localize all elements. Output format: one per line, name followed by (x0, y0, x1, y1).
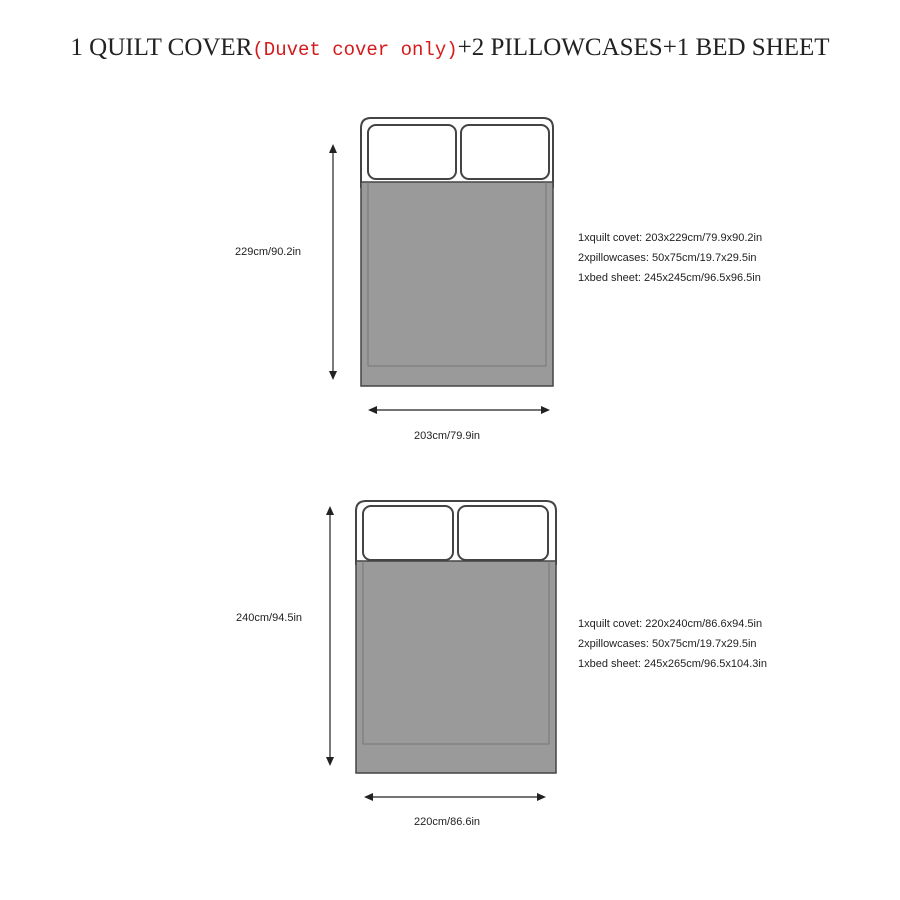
height-arrow-1 (326, 144, 340, 380)
title-rest: +2 PILLOWCASES+1 BED SHEET (457, 34, 830, 61)
spec-pillowcases-2: 2xpillowcases: 50x75cm/19.7x29.5in (578, 638, 757, 650)
pillow-right-1 (461, 125, 549, 179)
quilt-2 (356, 561, 556, 773)
height-label-2: 240cm/94.5in (236, 612, 303, 624)
bed-illustration-2 (355, 499, 557, 775)
height-arrow-2 (323, 506, 337, 766)
specs-1 (578, 228, 762, 288)
spec-bedsheet-2: 1xbed sheet: 245x265cm/96.5x104.3in (578, 658, 767, 670)
page-title (0, 34, 900, 62)
width-label-1: 203cm/79.9in (414, 430, 481, 442)
width-arrow-1 (368, 403, 550, 417)
pillow-left-1 (368, 125, 456, 179)
spec-pillowcases-1: 2xpillowcases: 50x75cm/19.7x29.5in (578, 252, 757, 264)
height-label-1: 229cm/90.2in (235, 246, 302, 258)
title-highlight: (Duvet cover only) (252, 39, 458, 61)
spec-quilt-1: 1xquilt covet: 203x229cm/79.9x90.2in (578, 232, 763, 244)
pillow-left-2 (363, 506, 453, 560)
title-main: 1 QUILT COVER (70, 34, 253, 61)
pillow-right-2 (458, 506, 548, 560)
bed-illustration-1 (360, 116, 554, 388)
width-arrow-2 (364, 790, 546, 804)
width-label-2: 220cm/86.6in (414, 816, 481, 828)
quilt-1 (361, 182, 553, 386)
spec-bedsheet-1: 1xbed sheet: 245x245cm/96.5x96.5in (578, 272, 761, 284)
spec-quilt-2: 1xquilt covet: 220x240cm/86.6x94.5in (578, 618, 763, 630)
specs-2 (578, 614, 767, 674)
